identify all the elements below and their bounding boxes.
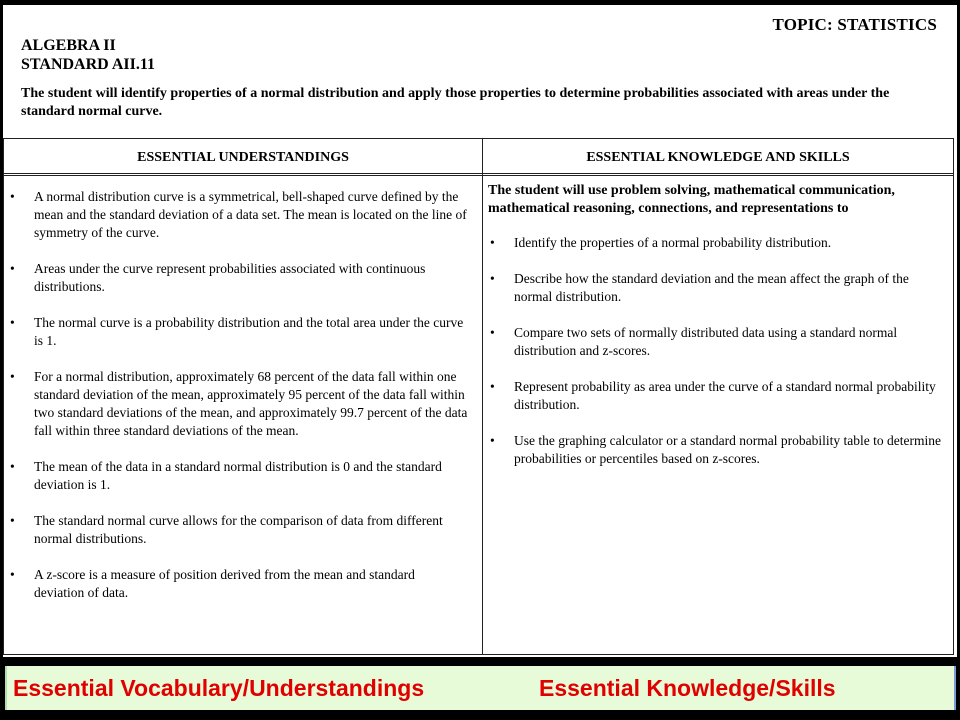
bullet-icon: • xyxy=(10,513,15,528)
bullet-icon: • xyxy=(10,261,15,276)
footer-bar xyxy=(5,666,956,710)
standard-title: STANDARD AII.11 xyxy=(21,56,155,73)
standard-description: The student will identify properties of a normal distribution and apply those properties to determine probabilities associated with areas under the standard normal curve. xyxy=(21,86,890,119)
course-title: ALGEBRA II xyxy=(21,37,116,54)
list-item xyxy=(8,314,468,350)
understanding-text: Areas under the curve represent probabilities associated with continuous distributions. xyxy=(34,261,426,294)
header-rule xyxy=(4,173,953,176)
footer-vocabulary-label: Essential Vocabulary/Understandings xyxy=(13,675,425,701)
understanding-text: A z-score is a measure of position derived from the mean and standard deviation of data. xyxy=(34,567,415,600)
list-item xyxy=(8,512,468,548)
topic-heading: TOPIC: STATISTICS xyxy=(772,15,937,34)
list-item xyxy=(488,234,950,252)
list-item xyxy=(8,566,468,602)
standards-document xyxy=(3,5,957,657)
understandings-heading: ESSENTIAL UNDERSTANDINGS xyxy=(137,150,349,165)
list-item xyxy=(8,260,468,296)
bullet-icon: • xyxy=(490,271,495,286)
list-item xyxy=(488,324,950,360)
bullet-icon: • xyxy=(10,369,15,384)
understanding-text: The mean of the data in a standard normal distribution is 0 and the standard deviation is 1. xyxy=(34,459,442,492)
bullet-icon: • xyxy=(10,315,15,330)
bullet-icon: • xyxy=(10,567,15,582)
skill-text: Use the graphing calculator or a standard normal probability table to determine probabilities or percentiles based on z-scores. xyxy=(514,433,941,466)
bullet-icon: • xyxy=(490,379,495,394)
skill-text: Describe how the standard deviation and the mean affect the graph of the normal distribution. xyxy=(514,271,909,304)
bullet-icon: • xyxy=(490,433,495,448)
understanding-text: The standard normal curve allows for the comparison of data from different normal distributions. xyxy=(34,513,443,546)
footer-skills-label: Essential Knowledge/Skills xyxy=(539,675,836,701)
standards-table xyxy=(3,138,954,655)
list-item xyxy=(8,368,468,440)
bullet-icon: • xyxy=(490,235,495,250)
course-heading xyxy=(21,36,155,74)
list-item xyxy=(488,378,950,414)
skills-list xyxy=(488,182,950,486)
skills-heading: ESSENTIAL KNOWLEDGE AND SKILLS xyxy=(586,150,850,165)
list-item xyxy=(488,432,950,468)
skill-text: Identify the properties of a normal probability distribution. xyxy=(514,235,832,250)
skills-lead-text: The student will use problem solving, mathematical communication, mathematical reasoning, connections, and representations to xyxy=(488,183,895,216)
understanding-text: A normal distribution curve is a symmetrical, bell-shaped curve defined by the mean and the standard deviation of a data set. The mean is located on the line of symmetry of the curve. xyxy=(34,189,467,240)
understanding-text: For a normal distribution, approximately 68 percent of the data fall within one standard deviation of the mean, approximately 95 percent of the data fall within two standard deviations of the mean, and approximately 99.7 percent of the data fall within three standard deviations of the mean. xyxy=(34,369,468,438)
understandings-list xyxy=(8,188,468,620)
skill-text: Represent probability as area under the curve of a standard normal probability distribution. xyxy=(514,379,936,412)
skill-text: Compare two sets of normally distributed data using a standard normal distribution and z-scores. xyxy=(514,325,898,358)
list-item xyxy=(8,188,468,242)
bullet-icon: • xyxy=(490,325,495,340)
understanding-text: The normal curve is a probability distribution and the total area under the curve is 1. xyxy=(34,315,464,348)
list-item xyxy=(8,458,468,494)
bullet-icon: • xyxy=(10,459,15,474)
list-item xyxy=(488,270,950,306)
column-divider xyxy=(482,139,483,654)
bullet-icon: • xyxy=(10,189,15,204)
